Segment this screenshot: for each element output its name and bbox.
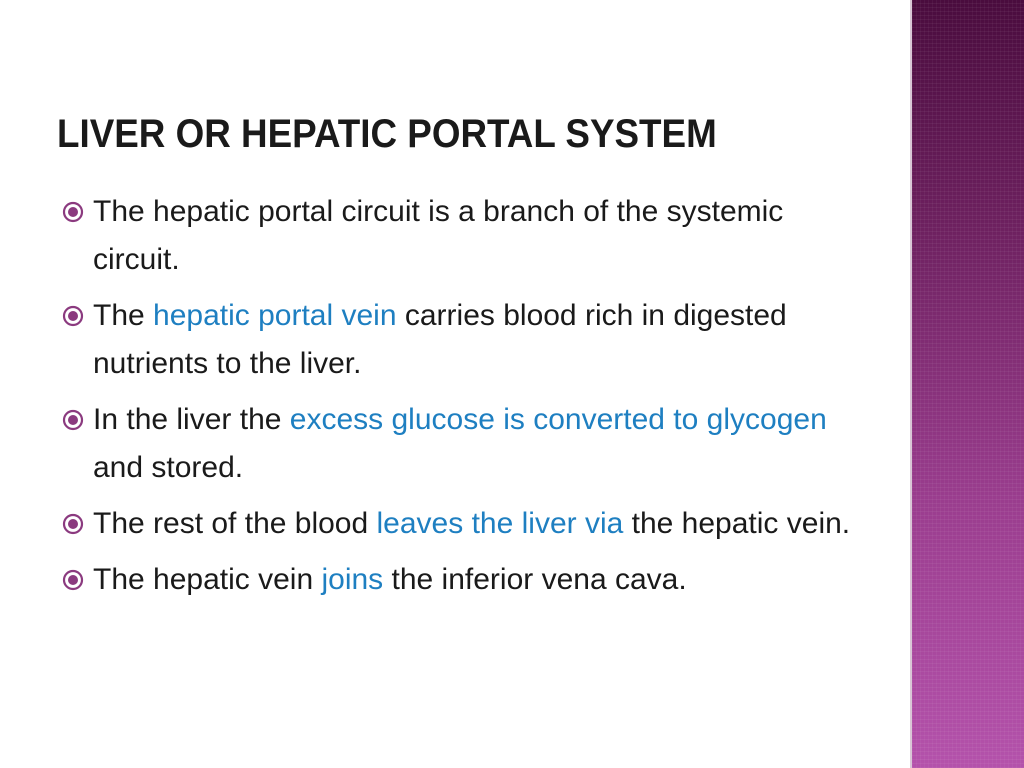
bullet-text-3b: the hepatic vein. bbox=[623, 507, 851, 540]
bullet-item bbox=[60, 292, 860, 388]
circled-bullet-icon bbox=[62, 569, 84, 591]
highlight-joins: joins bbox=[321, 563, 384, 596]
bullet-text-1b: carries blood rich in digested nutrients to the liver. bbox=[93, 299, 787, 380]
highlight-leaves-liver: leaves the liver via bbox=[376, 507, 624, 540]
bullet-text-4b: the inferior vena cava. bbox=[383, 563, 687, 596]
bullet-text-4a: The hepatic vein bbox=[93, 563, 322, 596]
bullet-item bbox=[60, 396, 860, 492]
circled-bullet-icon bbox=[62, 409, 84, 431]
decorative-side-bar bbox=[912, 0, 1024, 768]
bullet-list bbox=[60, 188, 860, 612]
bullet-text-3a: The rest of the blood bbox=[93, 507, 377, 540]
slide-title: LIVER OR HEPATIC PORTAL SYSTEM bbox=[57, 112, 717, 156]
bullet-text-2b: and stored. bbox=[93, 451, 244, 484]
bullet-item bbox=[60, 188, 860, 284]
circled-bullet-icon bbox=[62, 201, 84, 223]
circled-bullet-icon bbox=[62, 305, 84, 327]
bullet-text-2a: In the liver the bbox=[93, 403, 290, 436]
highlight-excess-glucose: excess glucose is converted to glycogen bbox=[289, 403, 827, 436]
circled-bullet-icon bbox=[62, 513, 84, 535]
bullet-text-1a: The bbox=[93, 299, 154, 332]
highlight-hepatic-portal-vein: hepatic portal vein bbox=[153, 299, 397, 332]
bullet-item bbox=[60, 556, 860, 604]
bullet-text-0: The hepatic portal circuit is a branch of the systemic circuit. bbox=[93, 195, 784, 276]
bullet-item bbox=[60, 500, 860, 548]
